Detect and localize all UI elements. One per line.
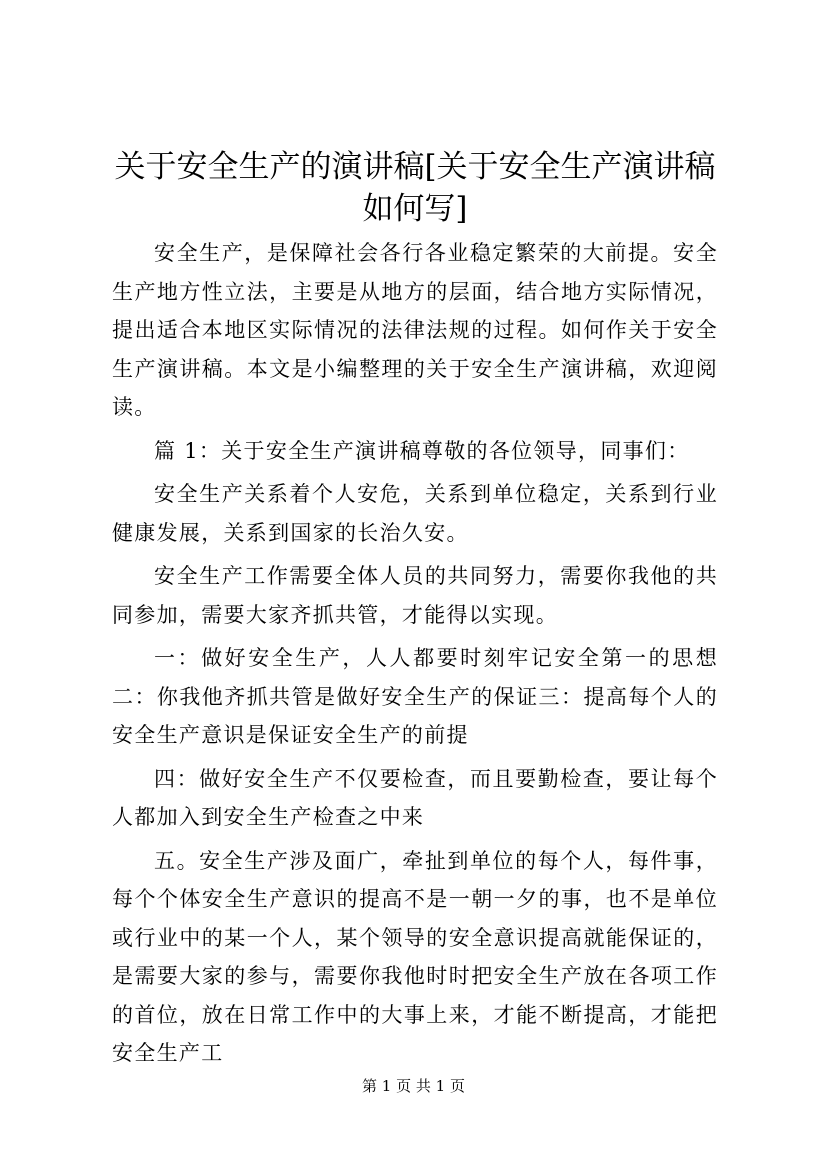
paragraph-points-one-to-three: 一：做好安全生产，人人都要时刻牢记安全第一的思想二：你我他齐抓共管是做好安全生产的保证三：提高每个人的安全生产意识是保证安全生产的前提 [112, 646, 718, 747]
paragraph-safety-importance: 安全生产关系着个人安危，关系到单位稳定，关系到行业健康发展，关系到国家的长治久安。 [112, 482, 718, 545]
paragraph-joint-effort: 安全生产工作需要全体人员的共同努力，需要你我他的共同参加，需要大家齐抓共管，才能得以实现。 [112, 564, 718, 627]
paragraph-section-heading: 篇 1：关于安全生产演讲稿尊敬的各位领导，同事们： [154, 438, 690, 463]
document-body [112, 234, 718, 1078]
paragraph-point-five: 五。安全生产涉及面广，牵扯到单位的每个人，每件事，每个个体安全生产意识的提高不是一朝一夕的事，也不是单位或行业中的某一个人，某个领导的安全意识提高就能保证的，是需要大家的参与，需要你我他时时把安全生产放在各项工作的首位，放在日常工作中的大事上来，才能不断提高，才能把安全生产工 [112, 848, 718, 1065]
paragraph-point-four: 四：做好安全生产不仅要检查，而且要勤检查，要让每个人都加入到安全生产检查之中来 [112, 766, 718, 829]
document-title: 关于安全生产的演讲稿[关于安全生产演讲稿如何写] [114, 149, 716, 227]
paragraph-intro: 安全生产，是保障社会各行各业稳定繁荣的大前提。安全生产地方性立法，主要是从地方的层面，结合地方实际情况，提出适合本地区实际情况的法律法规的过程。如何作关于安全生产演讲稿。本文是小编整理的关于安全生产演讲稿，欢迎阅读。 [112, 241, 718, 419]
page-footer: 第 1 页 共 1 页 [362, 1077, 465, 1095]
